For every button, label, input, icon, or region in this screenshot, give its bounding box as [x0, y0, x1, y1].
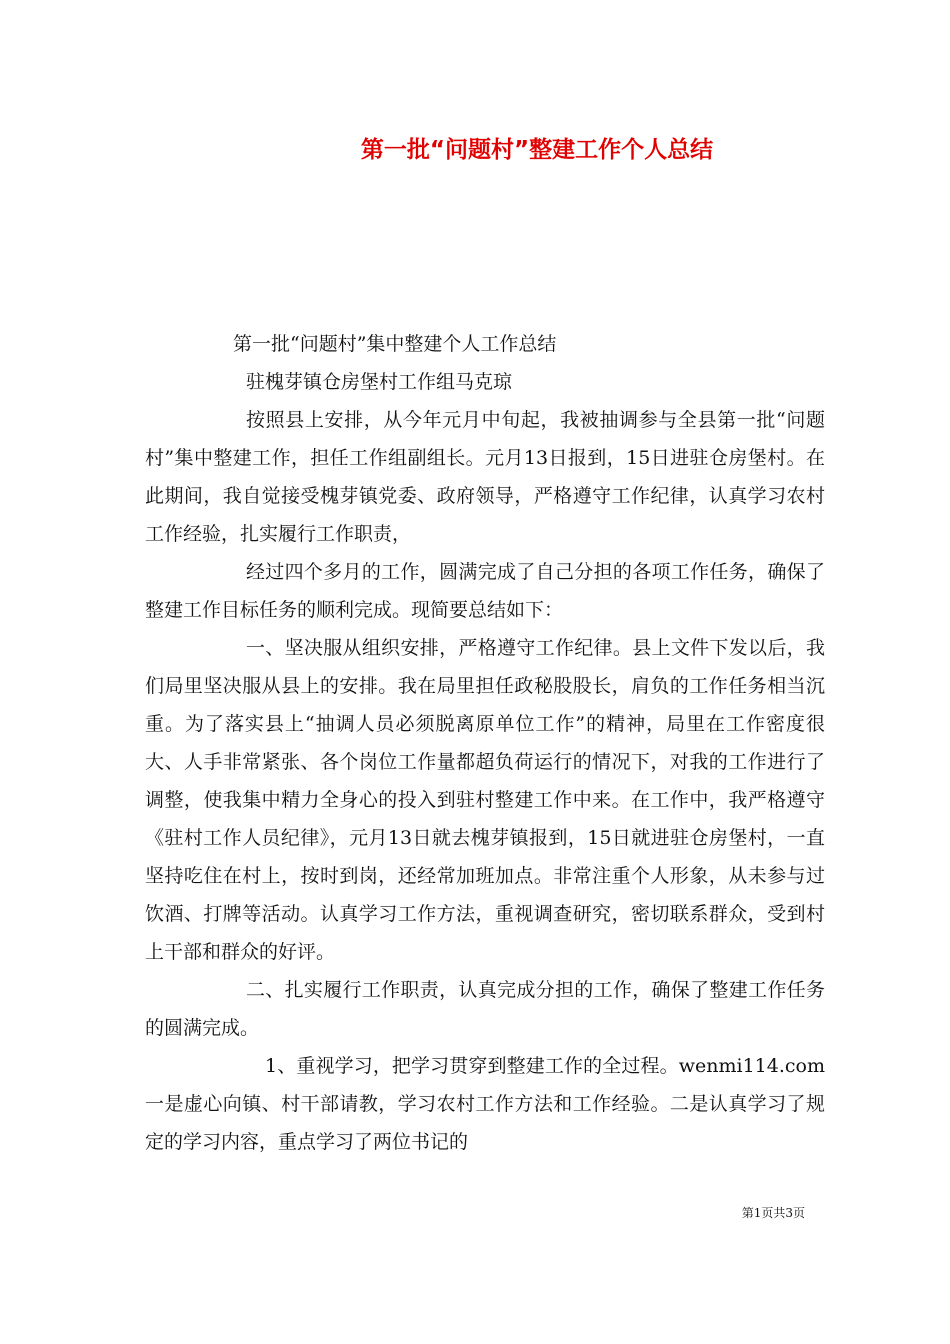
subsection-paragraph: 1、重视学习，把学习贯穿到整建工作的全过程。wenmi114.com一是虚心向镇、村干部请教，学习农村工作方法和工作经验。二是认真学习了规定的学习内容，重点学习了两位书记的 [145, 1055, 825, 1153]
page-number-footer: 第1页共3页 [741, 1206, 805, 1220]
body-paragraph: 按照县上安排，从今年元月中旬起，我被抽调参与全县第一批“问题村”集中整建工作，担任工作组副组长。元月13日报到，15日进驻仓房堡村。在此期间，我自觉接受槐芽镇党委、政府领导，严格遵守工作纪律，认真学习农村工作经验，扎实履行工作职责， [145, 409, 825, 545]
document-title: 第一批“问题村”整建工作个人总结 [360, 137, 714, 163]
author-paragraph: 驻槐芽镇仓房堡村工作组马克琼 [246, 371, 513, 393]
document-body [145, 325, 825, 1161]
subtitle-paragraph: 第一批“问题村”集中整建个人工作总结 [233, 333, 557, 355]
body-paragraph: 经过四个多月的工作，圆满完成了自己分担的各项工作任务，确保了整建工作目标任务的顺利完成。现简要总结如下： [145, 561, 825, 621]
section-two-paragraph: 二、扎实履行工作职责，认真完成分担的工作，确保了整建工作任务的圆满完成。 [145, 979, 825, 1039]
section-one-paragraph: 一、坚决服从组织安排，严格遵守工作纪律。县上文件下发以后，我们局里坚决服从县上的安排。我在局里担任政秘股股长，肩负的工作任务相当沉重。为了落实县上“抽调人员必须脱离原单位工作”的精神，局里在工作密度很大、人手非常紧张、各个岗位工作量都超负荷运行的情况下，对我的工作进行了调整，使我集中精力全身心的投入到驻村整建工作中来。在工作中，我严格遵守《驻村工作人员纪律》，元月13日就去槐芽镇报到，15日就进驻仓房堡村，一直坚持吃住在村上，按时到岗，还经常加班加点。非常注重个人形象，从未参与过饮酒、打牌等活动。认真学习工作方法，重视调查研究，密切联系群众，受到村上干部和群众的好评。 [145, 637, 825, 963]
